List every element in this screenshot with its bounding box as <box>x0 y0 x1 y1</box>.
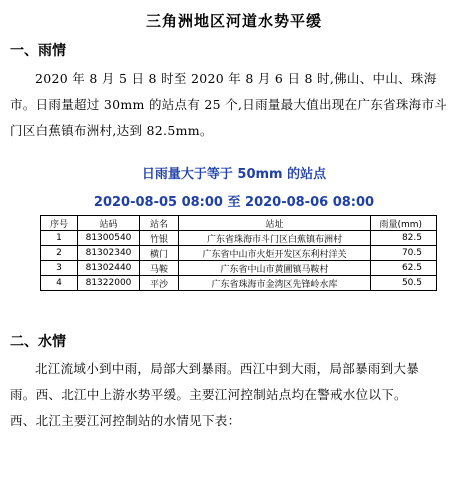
cell-name: 马鞍 <box>140 261 179 276</box>
rain-station-table <box>40 215 437 291</box>
page-title: 三角洲地区河道水势平缓 <box>145 12 322 30</box>
cell-index: 2 <box>41 246 78 261</box>
table-row <box>41 231 437 246</box>
cell-rainfall: 82.5 <box>371 231 437 246</box>
water-line-2: 雨。西、北江中上游水势平缓。主要江河控制站点均在警戒水位以下。 <box>10 387 407 402</box>
cell-name: 竹银 <box>140 231 179 246</box>
table-header-row <box>41 216 437 231</box>
cell-index: 4 <box>41 276 78 291</box>
cell-code: 81300540 <box>78 231 140 246</box>
cell-code: 81302440 <box>78 261 140 276</box>
cell-address: 广东省中山市火炬开发区东利村洋关 <box>179 246 371 261</box>
cell-name: 横门 <box>140 246 179 261</box>
cell-rainfall: 50.5 <box>371 276 437 291</box>
col-header-rainfall: 雨量(mm) <box>371 216 437 231</box>
rain-paragraph <box>10 66 462 144</box>
cell-code: 81302340 <box>78 246 140 261</box>
rain-line-3: 门区白蕉镇布洲村,达到 82.5mm。 <box>10 123 213 138</box>
section-heading-water: 二、水情 <box>10 334 66 350</box>
col-header-name: 站名 <box>140 216 179 231</box>
rain-line-2: 市。日雨量超过 30mm 的站点有 25 个,日雨量最大值出现在广东省珠海市斗 <box>10 97 448 112</box>
cell-address: 广东省珠海市金湾区先锋岭水库 <box>179 276 371 291</box>
table-date-range: 2020-08-05 08:00 至 2020-08-06 08:00 <box>93 195 375 210</box>
water-paragraph <box>10 356 462 434</box>
col-header-index: 序号 <box>41 216 78 231</box>
water-line-3: 西、北江主要江河控制站的水情见下表： <box>10 413 241 428</box>
cell-code: 81322000 <box>78 276 140 291</box>
cell-rainfall: 62.5 <box>371 261 437 276</box>
rain-line-1: 2020 年 8 月 5 日 8 时至 2020 年 8 月 6 日 8 时,佛山、中山、珠海 <box>35 71 437 86</box>
table-row <box>41 261 437 276</box>
cell-rainfall: 70.5 <box>371 246 437 261</box>
cell-address: 广东省珠海市斗门区白蕉镇布洲村 <box>179 231 371 246</box>
section-heading-rain: 一、雨情 <box>10 43 66 59</box>
col-header-code: 站码 <box>78 216 140 231</box>
table-row <box>41 276 437 291</box>
cell-name: 平沙 <box>140 276 179 291</box>
cell-index: 3 <box>41 261 78 276</box>
col-header-address: 站址 <box>179 216 371 231</box>
cell-address: 广东省中山市黄圃镇马鞍村 <box>179 261 371 276</box>
table-row <box>41 246 437 261</box>
table-title: 日雨量大于等于 50mm 的站点 <box>141 167 327 182</box>
water-line-1: 北江流域小到中雨，局部大到暴雨。西江中到大雨，局部暴雨到大暴 <box>35 361 420 376</box>
cell-index: 1 <box>41 231 78 246</box>
